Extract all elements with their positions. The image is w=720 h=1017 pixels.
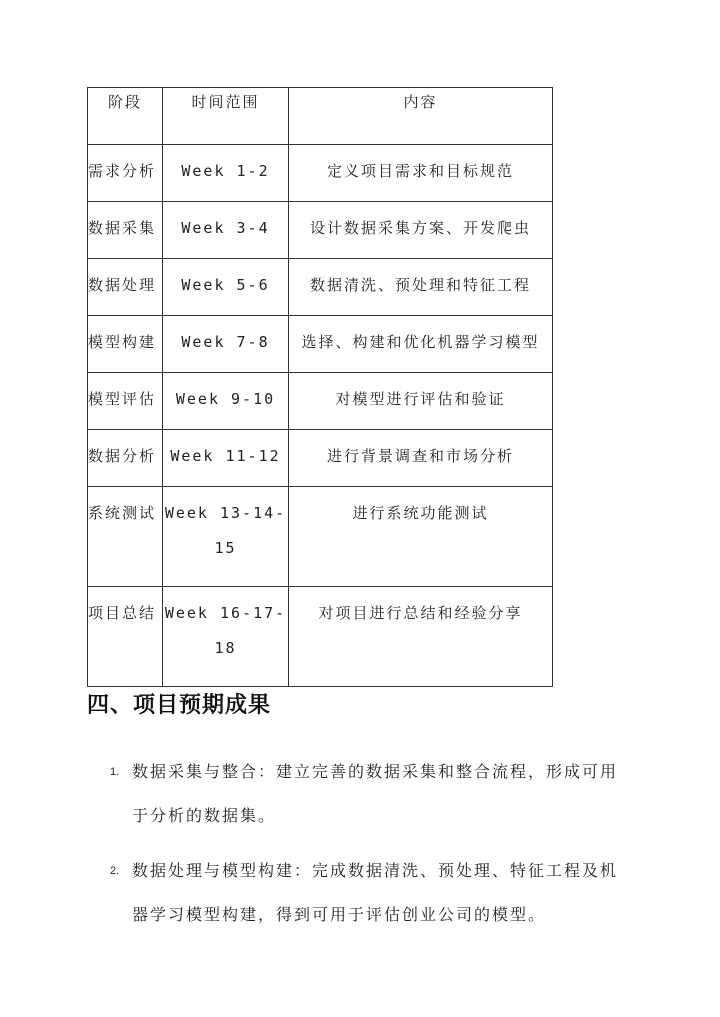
table-row <box>88 316 553 373</box>
time-line-1: Week 16-17- <box>164 604 287 622</box>
list-text: 数据采集与整合：建立完善的数据采集和整合流程，形成可用于分析的数据集。 <box>132 762 619 825</box>
content-cell: 对项目进行总结和经验分享 <box>289 587 553 687</box>
table-row <box>88 145 553 202</box>
stage-cell: 数据采集 <box>88 202 163 259</box>
table-row <box>88 487 553 587</box>
table-row <box>88 430 553 487</box>
table-row <box>88 587 553 687</box>
content-cell: 对模型进行评估和验证 <box>289 373 553 430</box>
time-cell: Week 1-2 <box>163 145 289 202</box>
time-line-2: 18 <box>214 639 237 657</box>
content-cell: 设计数据采集方案、开发爬虫 <box>289 202 553 259</box>
stage-cell: 项目总结 <box>88 587 163 687</box>
table-header-row <box>88 88 553 145</box>
list-item <box>110 750 630 838</box>
time-cell: Week 7-8 <box>163 316 289 373</box>
content-cell: 数据清洗、预处理和特征工程 <box>289 259 553 316</box>
stage-cell: 系统测试 <box>88 487 163 587</box>
list-number: 2. <box>110 865 120 877</box>
time-cell: Week 3-4 <box>163 202 289 259</box>
content-cell: 选择、构建和优化机器学习模型 <box>289 316 553 373</box>
table-row <box>88 202 553 259</box>
time-line-2: 15 <box>214 539 237 557</box>
list-text: 数据处理与模型构建：完成数据清洗、预处理、特征工程及机器学习模型构建，得到可用于评估创业公司的模型。 <box>132 861 619 924</box>
time-cell <box>163 487 289 587</box>
content-cell: 进行背景调查和市场分析 <box>289 430 553 487</box>
stage-cell: 模型构建 <box>88 316 163 373</box>
header-content: 内容 <box>289 88 553 145</box>
table-row <box>88 259 553 316</box>
section-heading: 四、项目预期成果 <box>87 692 272 718</box>
time-line-1: Week 13-14- <box>164 504 287 522</box>
stage-cell: 数据处理 <box>88 259 163 316</box>
header-time-range: 时间范围 <box>163 88 289 145</box>
schedule-table <box>87 87 553 687</box>
list-number: 1. <box>110 766 120 778</box>
stage-cell: 数据分析 <box>88 430 163 487</box>
stage-cell: 需求分析 <box>88 145 163 202</box>
time-cell: Week 5-6 <box>163 259 289 316</box>
stage-cell: 模型评估 <box>88 373 163 430</box>
time-cell <box>163 587 289 687</box>
header-stage: 阶段 <box>88 88 163 145</box>
content-cell: 进行系统功能测试 <box>289 487 553 587</box>
table-row <box>88 373 553 430</box>
content-cell: 定义项目需求和目标规范 <box>289 145 553 202</box>
time-cell: Week 9-10 <box>163 373 289 430</box>
time-cell: Week 11-12 <box>163 430 289 487</box>
list-item <box>110 849 630 937</box>
